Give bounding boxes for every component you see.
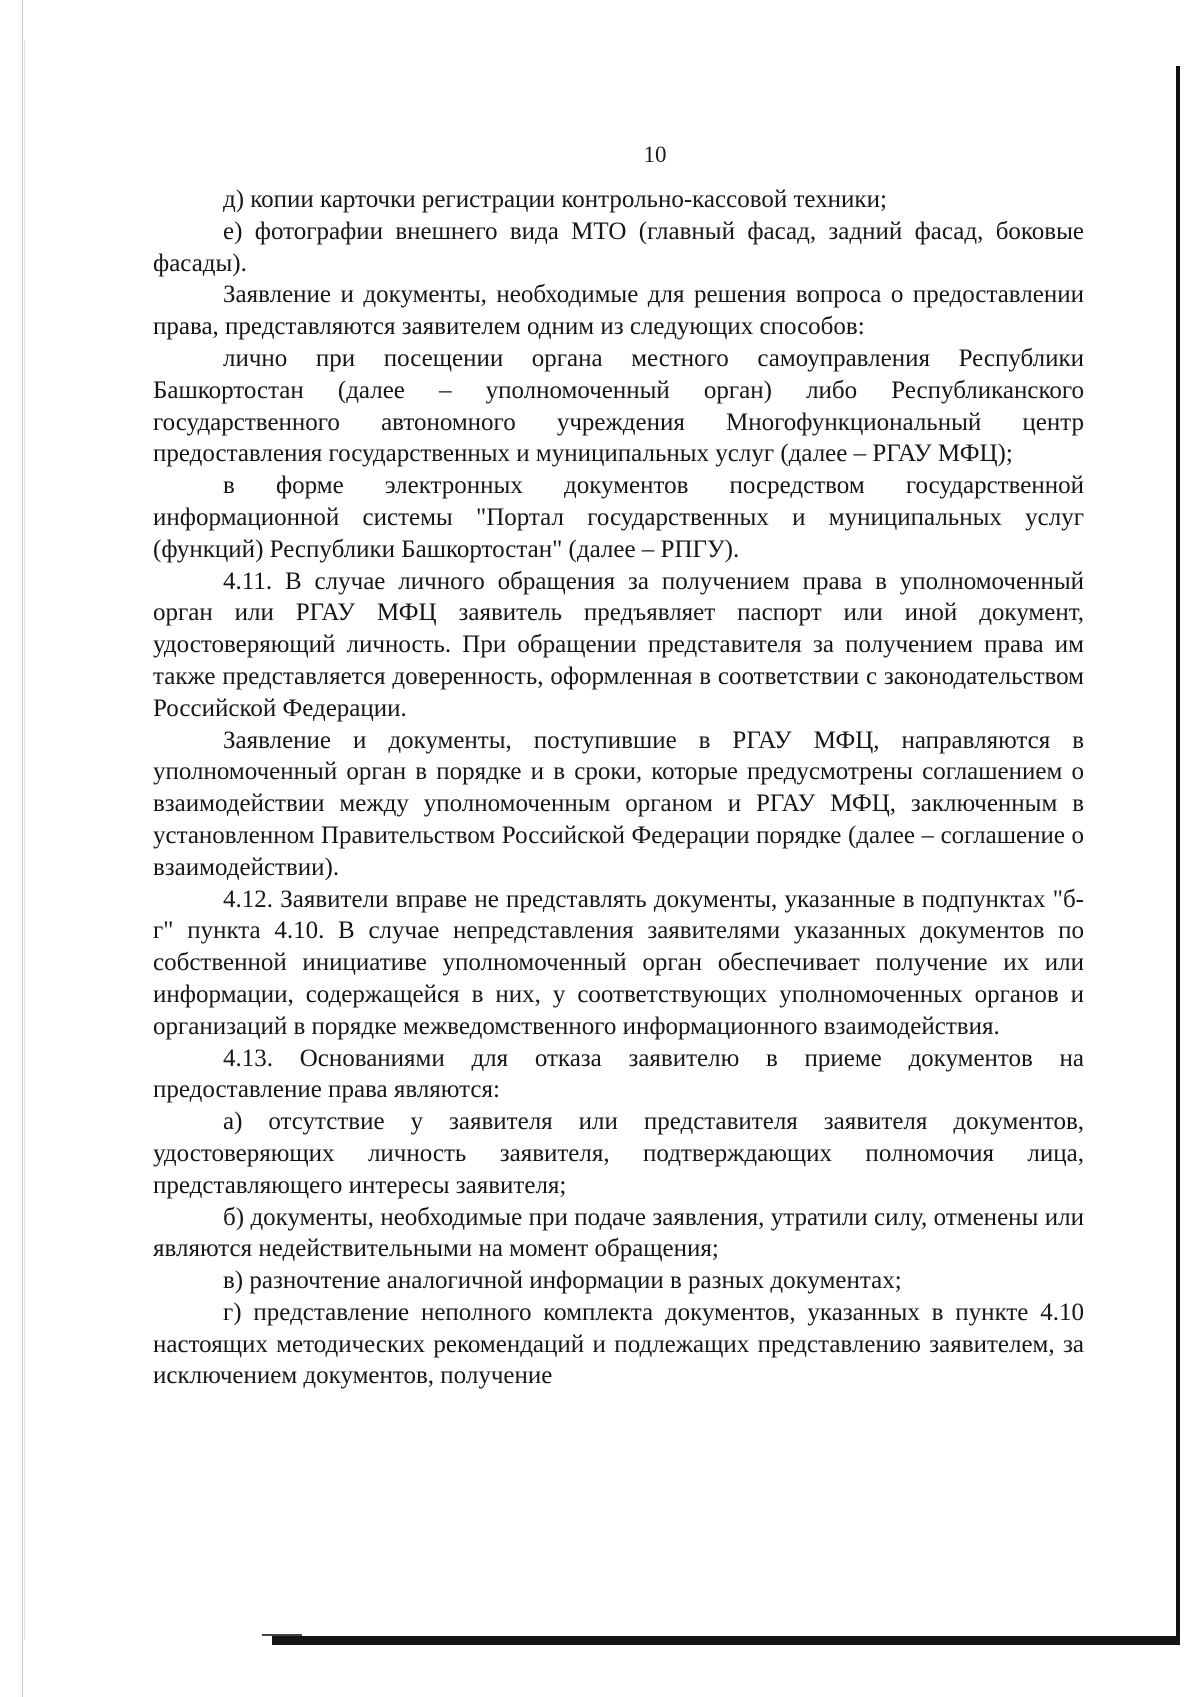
paragraph: 4.13. Основаниями для отказа заявителю в приеме документов на предоставление права являются:	[153, 1044, 1084, 1104]
paragraph: в) разночтение аналогичной информации в разных документах;	[223, 1267, 902, 1295]
paragraph: е) фотографии внешнего вида МТО (главный фасад, задний фасад, боковые фасады).	[153, 217, 1084, 277]
paragraph: б) документы, необходимые при подаче заявления, утратили силу, отменены или являются недействительными на момент обращения;	[153, 1203, 1084, 1263]
scan-left-edge-line-faint	[24, 40, 25, 1640]
paragraph: г) представление неполного комплекта документов, указанных в пункте 4.10 настоящих методических рекомендаций и подлежащих представлению заявителем, за исключением документов, получение	[153, 1298, 1084, 1390]
page-number: 10	[643, 142, 667, 167]
scan-bottom-edge-shadow	[272, 1636, 1180, 1645]
paragraph: д) копии карточки регистрации контрольно-кассовой техники;	[223, 186, 887, 213]
paragraph: а) отсутствие у заявителя или представителя заявителя документов, удостоверяющих личность заявителя, подтверждающих полномочия лица, представляющего интересы заявителя;	[153, 1108, 1084, 1199]
paragraph: 4.12. Заявители вправе не представлять документы, указанные в подпунктах "б-г" пункта 4.10. В случае непредставления заявителями указанных документов по собственной инициативе уполномоченный орган обеспечивает получение их или информации, содержащейся в них, у соответствующих уполномоченных органов и организаций в порядке межведомственного информационного взаимодействия.	[153, 885, 1084, 1040]
scan-left-edge-line	[22, 0, 23, 1697]
paragraph: в форме электронных документов посредством государственной информационной системы "Портал государственных и муниципальных услуг (функций) Республики Башкортостан" (далее – РПГУ).	[153, 472, 1084, 563]
scan-right-edge-shadow	[1176, 66, 1180, 1638]
body-text	[153, 184, 1084, 1392]
paragraph: лично при посещении органа местного самоуправления Республики Башкортостан (далее – уполномоченный орган) либо Республиканского государственного автономного учреждения Многофункциональный центр предоставления государственных и муниципальных услуг (далее – РГАУ МФЦ);	[153, 344, 1084, 468]
paragraph: 4.11. В случае личного обращения за получением права в уполномоченный орган или РГАУ МФЦ заявитель предъявляет паспорт или иной документ, удостоверяющий личность. При обращении представителя за получением права им также представляется доверенность, оформленная в соответствии с законодательством Российской Федерации.	[153, 567, 1084, 722]
paragraph: Заявление и документы, поступившие в РГАУ МФЦ, направляются в уполномоченный орган в порядке и в сроки, которые предусмотрены соглашением о взаимодействии между уполномоченным органом и РГАУ МФЦ, заключенным в установленном Правительством Российской Федерации порядке (далее – соглашение о взаимодействии).	[153, 726, 1084, 881]
paragraph: Заявление и документы, необходимые для решения вопроса о предоставлении права, представляются заявителем одним из следующих способов:	[153, 281, 1084, 341]
